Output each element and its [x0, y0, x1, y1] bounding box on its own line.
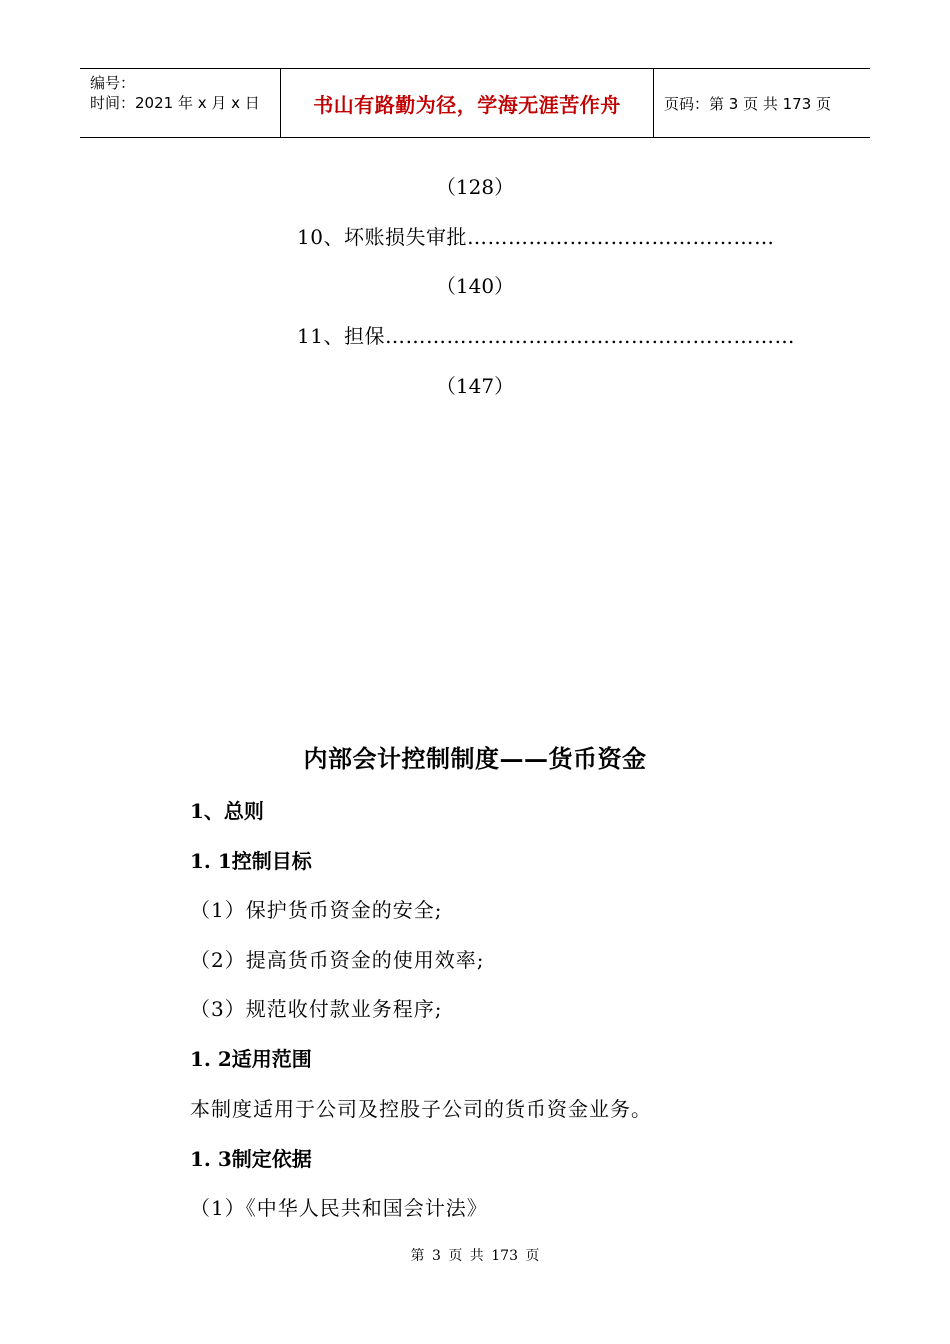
time-label: 时间：2021 年 x 月 x 日 — [90, 94, 260, 112]
page-footer: 第 3 页 共 173 页 — [410, 1248, 540, 1264]
toc-item-bad-debt[interactable]: 10、坏账损失审批……………………………………… — [297, 225, 775, 249]
toc-page-number: （147） — [435, 374, 515, 398]
toc-page-number: （140） — [435, 274, 515, 298]
subsection-heading: 1. 1控制目标 — [190, 849, 312, 873]
section-heading: 1、总则 — [190, 799, 264, 823]
scope-paragraph: 本制度适用于公司及控股子公司的货币资金业务。 — [190, 1097, 652, 1121]
goal-item: （1）保护货币资金的安全; — [190, 898, 443, 922]
subsection-heading: 1. 3制定依据 — [190, 1147, 312, 1171]
document-title: 内部会计控制制度——货币资金 — [303, 744, 647, 773]
subsection-heading: 1. 2适用范围 — [190, 1047, 312, 1071]
header-page-label: 页码：第 3 页 共 173 页 — [664, 94, 832, 113]
toc-page-number: （128） — [435, 175, 515, 199]
goal-item: （2）提高货币资金的使用效率; — [190, 948, 485, 972]
basis-item: （1）《中华人民共和国会计法》 — [190, 1196, 488, 1220]
number-label: 编号： — [90, 74, 136, 92]
goal-item: （3）规范收付款业务程序; — [190, 997, 443, 1021]
toc-item-guarantee[interactable]: 11、担保…………………………………………………… — [297, 324, 795, 348]
page-header — [80, 68, 870, 138]
header-motto: 书山有路勤为径，学海无涯苦作舟 — [281, 69, 654, 137]
header-meta — [80, 69, 281, 137]
